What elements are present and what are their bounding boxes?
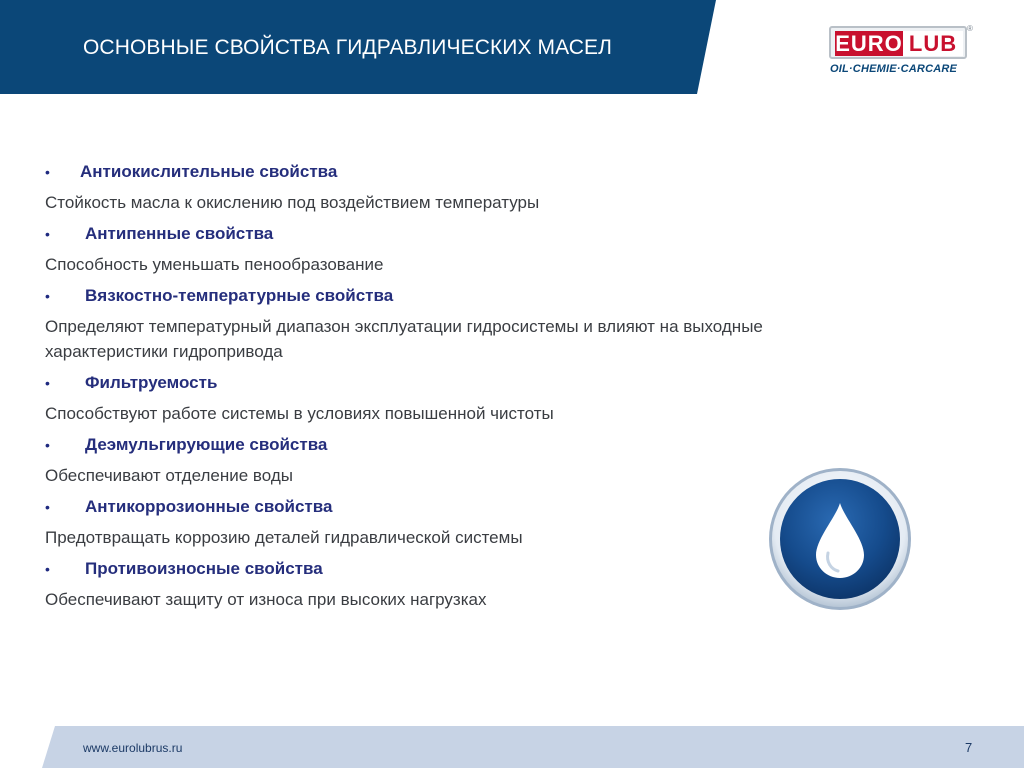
property-heading bbox=[45, 557, 865, 581]
water-drop-icon bbox=[768, 467, 912, 611]
page-number: 7 bbox=[965, 740, 973, 755]
bullet-icon: • bbox=[45, 561, 50, 577]
footer-website-link[interactable]: www.eurolubrus.ru bbox=[83, 741, 183, 755]
logo-frame bbox=[829, 26, 967, 59]
property-title: Антиокислительные свойства bbox=[80, 162, 338, 181]
property-description: Обеспечивают отделение воды bbox=[45, 466, 293, 485]
property-heading bbox=[45, 284, 865, 308]
property-description: Предотвращать коррозию деталей гидравлической системы bbox=[45, 528, 523, 547]
property-description: Способствуют работе системы в условиях повышенной чистоты bbox=[45, 404, 554, 423]
eurolub-logo bbox=[826, 26, 976, 82]
bullet-icon: • bbox=[45, 164, 50, 180]
property-title: Антикоррозионные свойства bbox=[85, 497, 333, 516]
property-title: Деэмульгирующие свойства bbox=[85, 435, 328, 454]
property-title: Фильтруемость bbox=[85, 373, 218, 392]
logo-tagline: OIL·CHEMIE·CARCARE bbox=[830, 63, 958, 75]
bullet-icon: • bbox=[45, 375, 50, 391]
property-heading bbox=[45, 222, 865, 246]
logo-registered-mark: ® bbox=[967, 24, 973, 33]
properties-list bbox=[45, 160, 865, 619]
property-title: Противоизносные свойства bbox=[85, 559, 323, 578]
property-heading bbox=[45, 371, 865, 395]
property-title: Вязкостно-температурные свойства bbox=[85, 286, 394, 305]
bullet-icon: • bbox=[45, 226, 50, 242]
bullet-icon: • bbox=[45, 288, 50, 304]
bullet-icon: • bbox=[45, 437, 50, 453]
property-description: Способность уменьшать пенообразование bbox=[45, 255, 384, 274]
slide-title: ОСНОВНЫЕ СВОЙСТВА ГИДРАВЛИЧЕСКИХ МАСЕЛ bbox=[83, 36, 613, 59]
property-description: Определяют температурный диапазон эксплуатации гидросистемы и влияют на выходные характеристики гидропривода bbox=[45, 317, 763, 361]
property-description: Обеспечивают защиту от износа при высоких нагрузках bbox=[45, 590, 487, 609]
property-heading bbox=[45, 160, 865, 184]
bullet-icon: • bbox=[45, 499, 50, 515]
property-title: Антипенные свойства bbox=[85, 224, 274, 243]
logo-euro-text: EURO bbox=[835, 31, 903, 56]
logo-lub-text: LUB bbox=[903, 31, 963, 56]
property-heading bbox=[45, 495, 865, 519]
property-heading bbox=[45, 433, 865, 457]
property-description: Стойкость масла к окислению под воздействием температуры bbox=[45, 193, 540, 212]
